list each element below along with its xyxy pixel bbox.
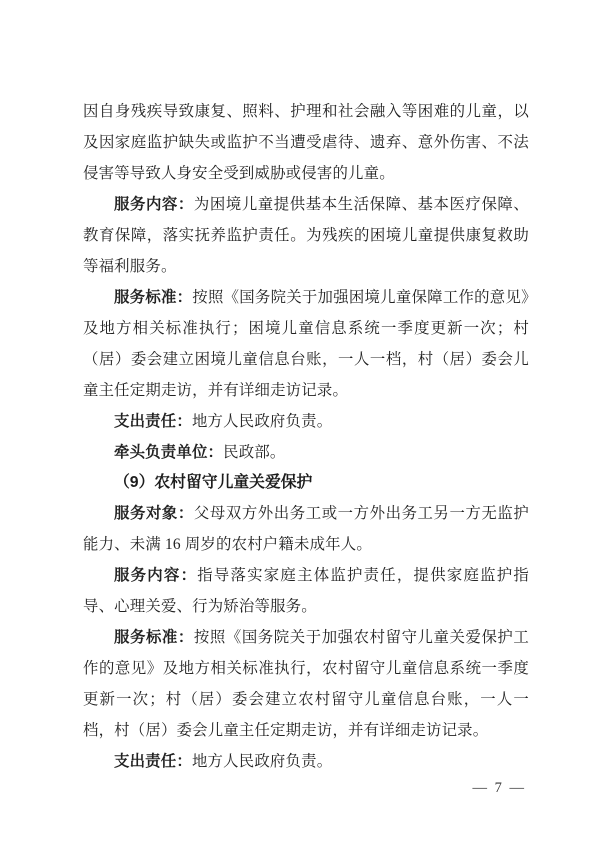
paragraph-text: 按照《国务院关于加强农村留守儿童关爱保护工作的意见》及地方相关标准执行，农村留守儿童信息系统一季度更新一次；村（居）委会建立农村留守儿童信息台账，一人一档，村（居）委会儿童主任定期走访，并有详细走访记录。 (83, 629, 529, 739)
paragraph-label: 牵头负责单位： (114, 444, 224, 461)
paragraph (83, 560, 529, 622)
paragraph (83, 282, 529, 406)
paragraph-label: 服务内容： (114, 196, 194, 213)
paragraph (83, 96, 529, 189)
document-body (83, 96, 529, 777)
paragraph (83, 746, 529, 777)
paragraph (83, 622, 529, 746)
paragraph-text: 为困境儿童提供基本生活保障、基本医疗保障、教育保障，落实抚养监护责任。为残疾的困境儿童提供康复救助等福利服务。 (83, 196, 529, 275)
paragraph-label: 支出责任： (114, 413, 192, 430)
paragraph-text: 民政部。 (223, 444, 286, 461)
paragraph-text: 地方人民政府负责。 (191, 413, 333, 430)
paragraph-label: 服务标准： (114, 289, 193, 306)
paragraph-label: 服务标准： (114, 629, 194, 646)
paragraph (83, 498, 529, 560)
paragraph-text: 按照《国务院关于加强困境儿童保障工作的意见》及地方相关标准执行；困境儿童信息系统一季度更新一次；村（居）委会建立困境儿童信息台账，一人一档，村（居）委会儿童主任定期走访，并有详细走访记录。 (83, 289, 529, 399)
paragraph-label: 支出责任： (114, 753, 192, 770)
paragraph-text: 指导落实家庭主体监护责任，提供家庭监护指导、心理关爱、行为矫治等服务。 (83, 567, 529, 615)
paragraph-text: 父母双方外出务工或一方外出务工另一方无监护能力、未满 16 周岁的农村户籍未成年人。 (83, 505, 529, 553)
paragraph-label: 服务内容： (114, 567, 198, 584)
paragraph (83, 437, 529, 468)
paragraph (83, 406, 529, 437)
page-number: — 7 — (472, 780, 526, 796)
paragraph-label: 服务对象： (114, 505, 194, 522)
paragraph-text: 地方人民政府负责。 (191, 753, 333, 770)
paragraph (83, 189, 529, 282)
section-heading: （9）农村留守儿童关爱保护 (114, 474, 313, 491)
paragraph-text: 因自身残疾导致康复、照料、护理和社会融入等困难的儿童，以及因家庭监护缺失或监护不当遭受虐待、遗弃、意外伤害、不法侵害等导致人身安全受到威胁或侵害的儿童。 (83, 103, 529, 182)
